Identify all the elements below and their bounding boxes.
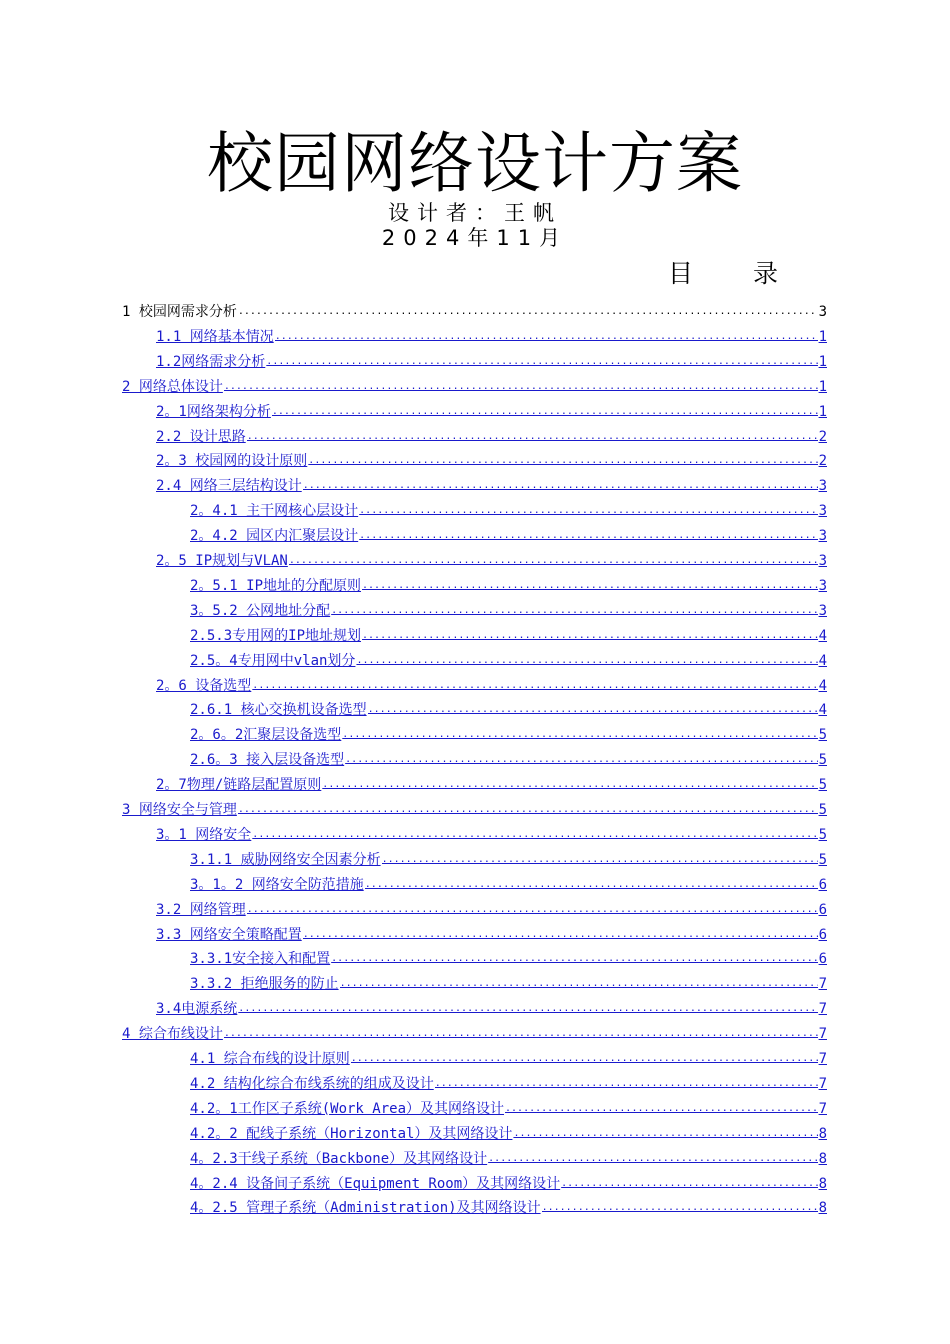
toc-entry-label: 4。2.3干线子系统（Backbone）及其网络设计 [190,1150,488,1167]
toc-leader-dots [266,350,817,372]
toc-entry-label: 1 校园网需求分析 [122,304,237,320]
toc-entry-page-number: 6 [818,951,827,968]
toc-entry[interactable] [190,721,827,745]
toc-entry-label: 4.1 综合布线的设计原则 [190,1051,350,1067]
toc-entry[interactable] [190,622,827,646]
toc-entry-label: 2.4 网络三层结构设计 [156,478,302,495]
toc-entry-label: 1.2网络需求分析 [156,353,266,370]
toc-entry[interactable] [190,1194,827,1218]
toc-entry-label: 2。7物理/链路层配置原则 [156,777,322,794]
toc-entry-page-number: 8 [818,1175,827,1192]
toc-entry[interactable] [190,696,827,720]
toc-entry[interactable] [122,373,827,397]
document-title: 校园网络设计方案 [207,125,743,202]
document-date: 2024年11月 [381,226,569,250]
toc-leader-dots [561,1172,817,1194]
toc-entry-label: 2。5 IP规划与VLAN [156,553,288,569]
toc-entry[interactable] [156,672,827,696]
document-author: 设计者：王帆 [388,201,562,225]
toc-entry-page-number: 1 [818,378,827,395]
toc-entry-page-number: 3 [818,478,827,495]
toc-entry-label: 3.2 网络管理 [156,901,246,918]
toc-leader-dots [365,873,818,895]
toc-entry-page-number: 7 [818,1026,827,1043]
toc-entry-page-number: 7 [818,1051,827,1067]
toc-entry-label: 3。1 网络安全 [156,826,252,843]
toc-leader-dots [308,449,817,471]
toc-leader-dots [238,300,818,322]
toc-entry[interactable] [190,497,827,521]
toc-entry-page-number: 6 [818,876,827,893]
toc-entry[interactable] [122,1020,827,1044]
toc-leader-dots [435,1072,818,1094]
toc-entry-label: 2.6。3 接入层设备选型 [190,752,345,769]
toc-entry[interactable] [156,821,827,845]
toc-leader-dots [362,574,818,596]
toc-leader-dots [359,499,817,521]
toc-entry[interactable] [156,348,827,372]
toc-heading: 目录 [668,259,839,288]
toc-entry-label: 2。6 设备选型 [156,677,252,694]
toc-entry-label: 2。1网络架构分析 [156,403,271,420]
toc-entry[interactable] [190,597,827,621]
toc-entry-page-number: 7 [818,1075,827,1092]
toc-entry-page-number: 3 [818,553,827,569]
toc-entry-label: 4 综合布线设计 [122,1026,223,1043]
toc-leader-dots [342,723,817,745]
toc-entry-label: 1.1 网络基本情况 [156,328,274,345]
toc-entry[interactable] [190,647,827,671]
toc-entry-page-number: 4 [818,652,827,669]
toc-leader-dots [247,425,818,447]
toc-entry-page-number: 8 [818,1125,827,1142]
toc-leader-dots [542,1196,818,1218]
toc-entry-page-number: 7 [818,1001,827,1018]
toc-entry[interactable] [190,746,827,770]
toc-entry-label: 4。2.4 设备间子系统（Equipment Room）及其网络设计 [190,1175,561,1192]
toc-entry[interactable] [190,1070,827,1094]
toc-entry-label: 2。6。2汇聚层设备选型 [190,727,342,744]
toc-entry-page-number: 3 [818,503,827,520]
toc-entry[interactable] [156,995,827,1019]
toc-entry[interactable] [156,323,827,347]
toc-leader-dots [303,474,818,496]
toc-entry[interactable] [190,970,827,994]
toc-entry-page-number: 5 [818,802,827,818]
toc-entry[interactable] [156,398,827,422]
toc-entry-label: 2.5。4专用网中vlan划分 [190,652,356,669]
toc-entry[interactable] [190,871,827,895]
toc-leader-dots [224,375,818,397]
toc-entry-label: 4.2 结构化综合布线系统的组成及设计 [190,1075,434,1092]
toc-entry-page-number: 5 [818,727,827,744]
toc-entry[interactable] [190,945,827,969]
toc-entry[interactable] [190,1120,827,1144]
toc-leader-dots [289,549,818,571]
toc-entry[interactable] [190,1170,827,1194]
toc-leader-dots [331,599,817,621]
toc-entry[interactable] [156,447,827,471]
toc-entry-label: 3.3.1安全接入和配置 [190,951,331,968]
toc-entry-label: 2。3 校园网的设计原则 [156,453,308,470]
toc-entry-label: 3 网络安全与管理 [122,802,237,818]
toc-entry-label: 2.2 设计思路 [156,428,246,445]
toc-leader-dots [238,798,818,820]
toc-entry-page-number: 8 [818,1150,827,1167]
toc-entry-page-number: 1 [818,403,827,420]
toc-entry-page-number: 6 [818,901,827,918]
toc-entry-page-number: 4 [818,677,827,694]
toc-leader-dots [362,624,818,646]
toc-entry-label: 2.5.3专用网的IP地址规划 [190,627,362,644]
toc-entry-page-number: 7 [818,1100,827,1117]
toc-entry[interactable] [190,522,827,546]
toc-leader-dots [513,1122,817,1144]
toc-entry[interactable] [190,572,827,596]
toc-leader-dots [252,674,817,696]
toc-entry[interactable] [190,1095,827,1119]
toc-entry-label: 3.4电源系统 [156,1001,238,1018]
toc-entry-page-number: 4 [818,702,827,719]
toc-entry-label: 3.3.2 拒绝服务的防止 [190,976,339,993]
toc-leader-dots [303,923,818,945]
toc-entry[interactable] [122,796,827,820]
toc-entry-page-number: 1 [818,328,827,345]
toc-leader-dots [351,1047,818,1069]
toc-entry-page-number: 5 [818,851,827,868]
toc-leader-dots [345,748,817,770]
toc-entry-page-number: 7 [818,976,827,993]
toc-entry-page-number: 5 [818,826,827,843]
toc-leader-dots [368,698,818,720]
toc-entry-label: 4。2.5 管理子系统（Administration)及其网络设计 [190,1200,541,1217]
toc-entry-page-number: 4 [818,627,827,644]
toc-entry-page-number: 8 [818,1200,827,1217]
toc-entry-page-number: 3 [818,528,827,545]
toc-entry-label: 2.6.1 核心交换机设备选型 [190,702,367,719]
toc-entry[interactable] [190,1045,827,1069]
toc-leader-dots [359,524,817,546]
toc-entry[interactable] [156,547,827,571]
toc-entry-label: 2 网络总体设计 [122,378,223,395]
toc-entry-label: 3。5.2 公网地址分配 [190,602,331,619]
toc-entry-label: 3。1。2 网络安全防范措施 [190,876,364,893]
toc-entry [122,298,827,322]
toc-leader-dots [331,947,817,969]
toc-entry-label: 3.1.1 威胁网络安全因素分析 [190,851,381,868]
toc-entry-page-number: 5 [818,752,827,769]
toc-entry-label: 4.2。1工作区子系统(Work Area）及其网络设计 [190,1100,505,1117]
toc-entry-page-number: 3 [818,577,827,594]
toc-entry-page-number: 1 [818,353,827,370]
toc-entry-label: 3.3 网络安全策略配置 [156,926,302,943]
toc-entry-page-number: 3 [818,304,827,320]
toc-leader-dots [224,1022,818,1044]
toc-leader-dots [340,972,818,994]
toc-entry[interactable] [156,423,827,447]
toc-entry-label: 2。4.2 园区内汇聚层设计 [190,528,359,545]
toc-entry[interactable] [156,472,827,496]
toc-leader-dots [505,1097,818,1119]
toc-entry[interactable] [156,771,827,795]
toc-entry-page-number: 2 [818,428,827,445]
toc-leader-dots [356,649,817,671]
toc-leader-dots [252,823,817,845]
toc-entry-label: 2。5.1 IP地址的分配原则 [190,577,362,594]
toc-leader-dots [272,400,818,422]
toc-entry-label: 4.2。2 配线子系统（Horizontal）及其网络设计 [190,1125,513,1142]
toc-entry-label: 2。4.1 主干网核心层设计 [190,503,359,520]
toc-leader-dots [275,325,818,347]
toc-leader-dots [322,773,817,795]
toc-entry[interactable] [156,896,827,920]
toc-leader-dots [247,898,818,920]
toc-entry[interactable] [190,1145,827,1169]
toc-leader-dots [238,997,817,1019]
toc-entry-page-number: 2 [818,453,827,470]
toc-leader-dots [382,848,818,870]
toc-entry-page-number: 5 [818,777,827,794]
toc-entry-page-number: 6 [818,926,827,943]
toc-entry-page-number: 3 [818,602,827,619]
toc-leader-dots [488,1147,817,1169]
toc-entry[interactable] [190,846,827,870]
toc-entry[interactable] [156,921,827,945]
